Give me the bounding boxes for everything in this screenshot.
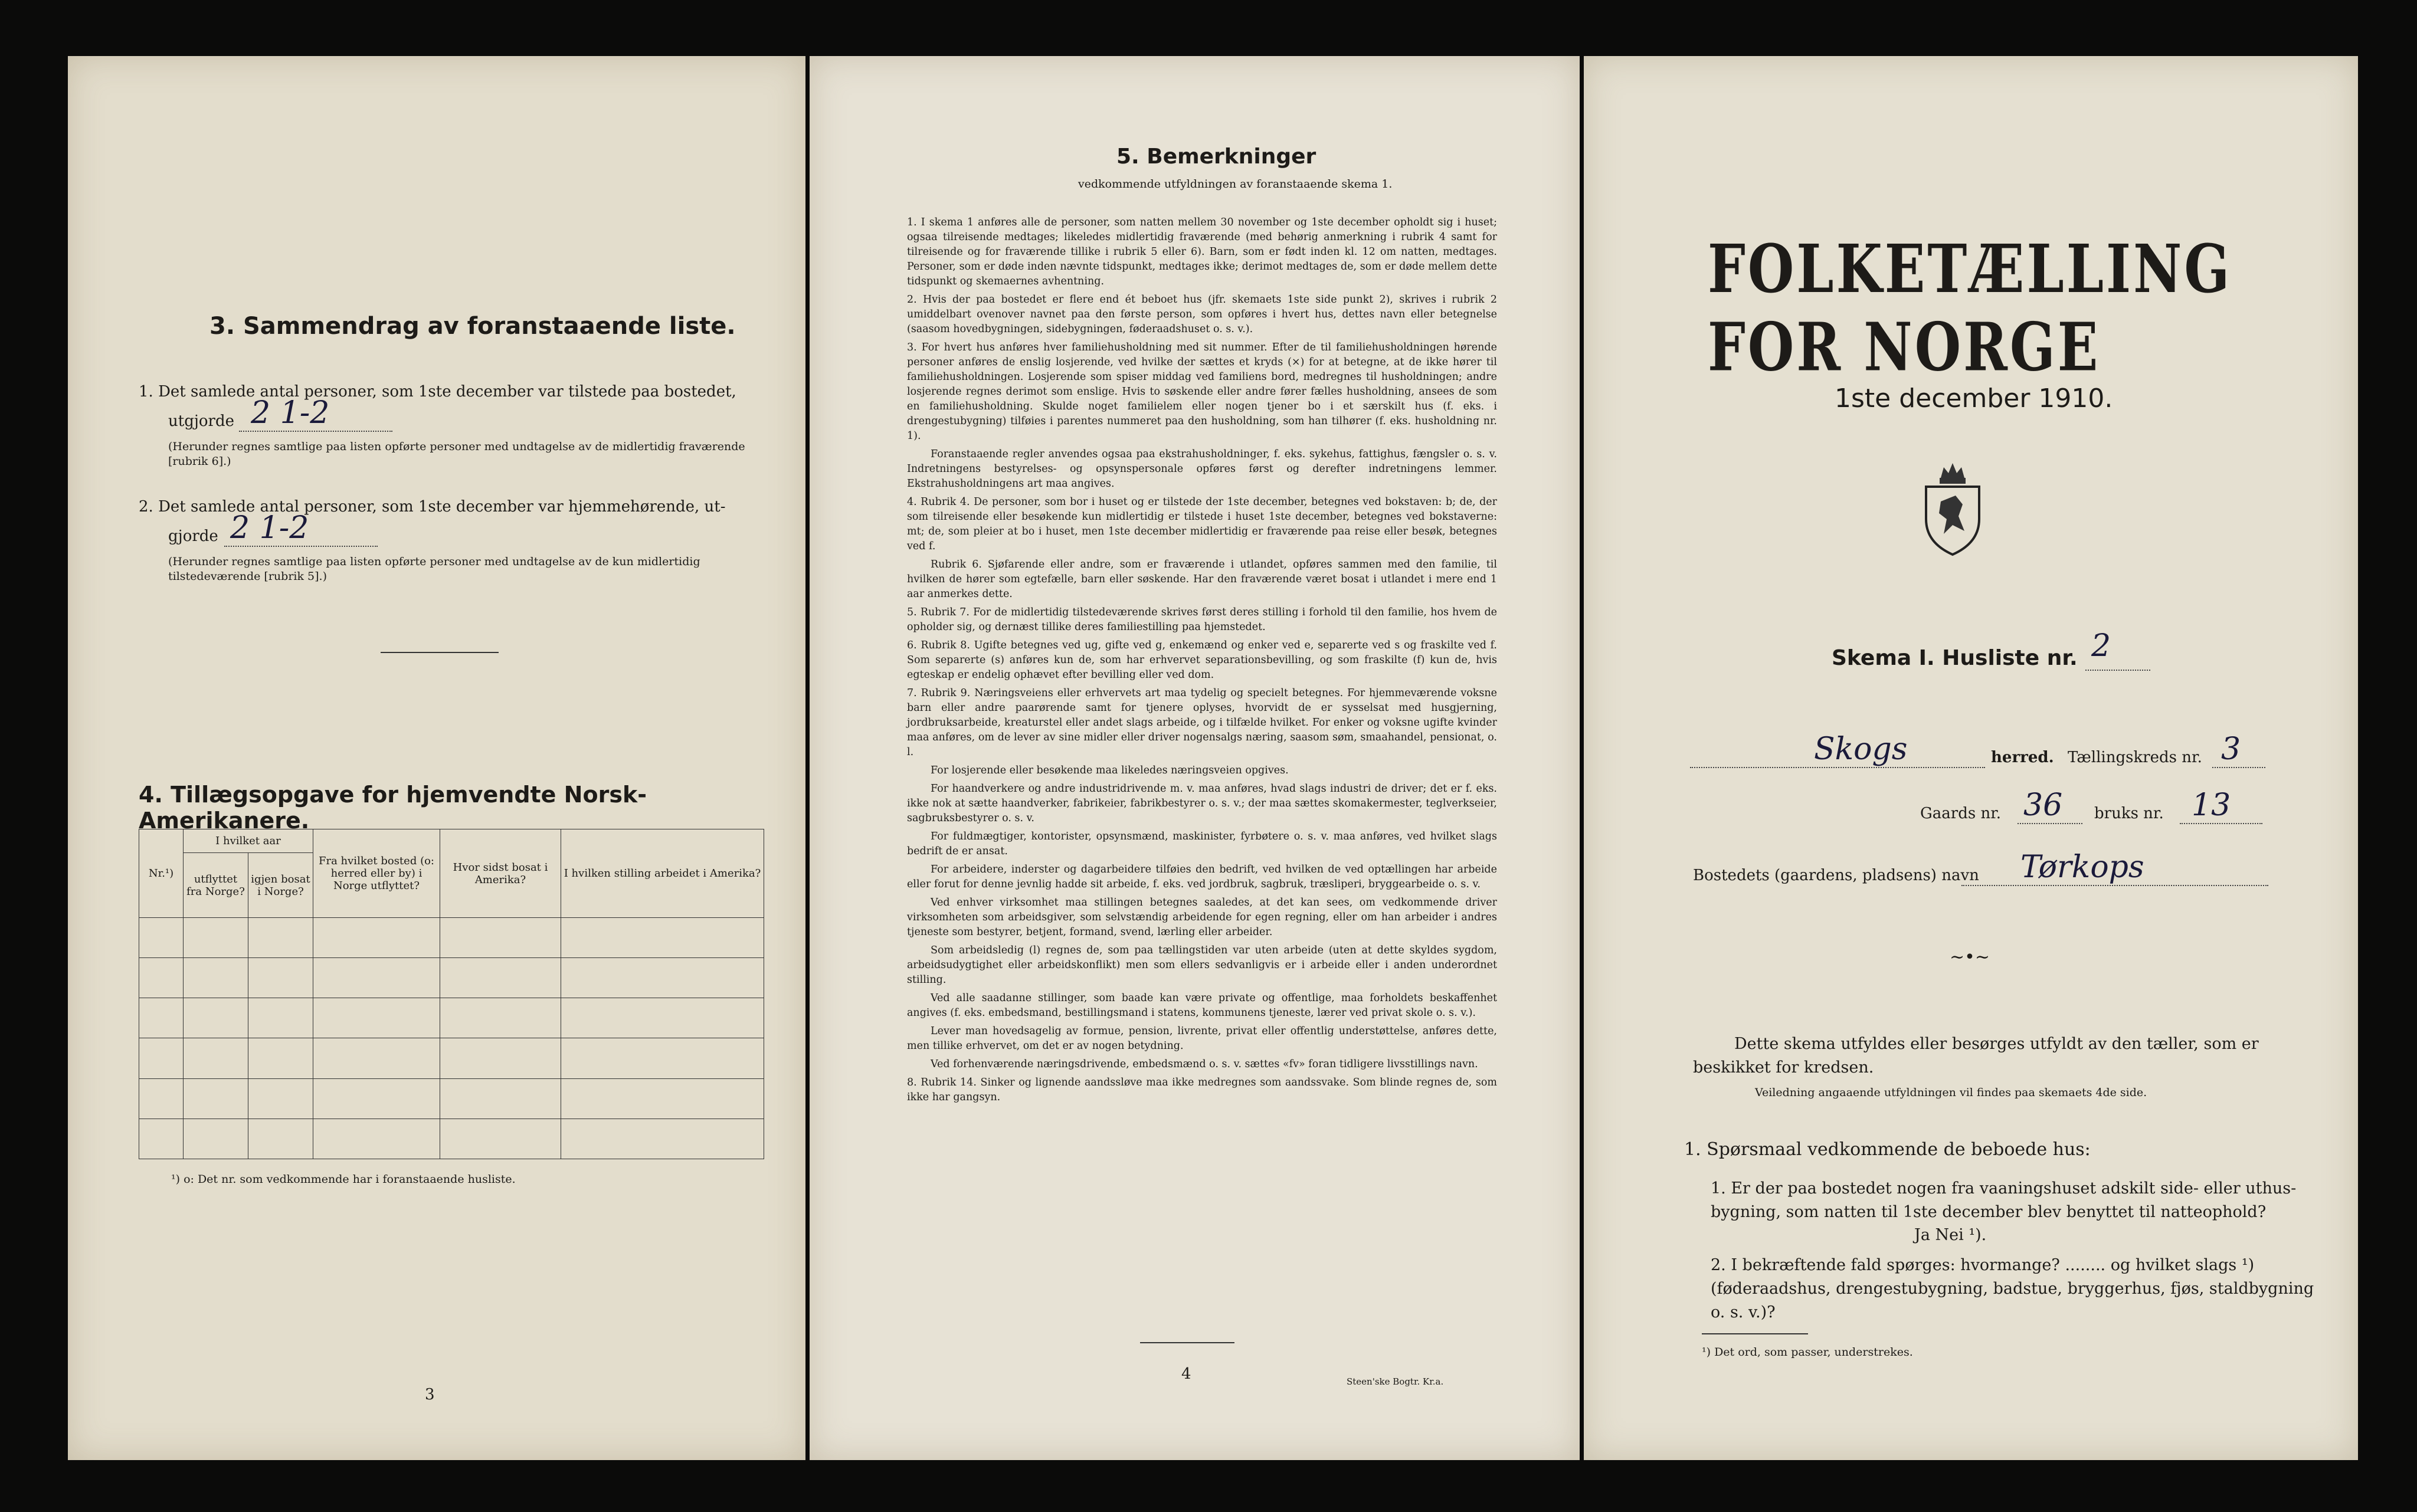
q1-line [239,431,392,432]
remark-item: For haandverkere og andre industridrivende m. v. maa anføres, hvad slags industri de driver; det er f. eks. ikke nok at sætte haandverker, fabrikeier, fabrikbestyrer o. s. v.; der maa sættes skomakermester, teglverkseier, sagbruksbestyrer o. s. v. [907,783,1497,824]
husliste-nr: 2 [2091,628,2111,664]
instruction: Dette skema utfyldes eller besørges utfyldt av den tæller, som er beskikket for kredsen. [1693,1035,2259,1077]
q1-1-answer: Ja Nei ¹). [1914,1226,1987,1244]
q2-value: 2 1-2 [230,510,309,546]
ornament: ∼•∼ [1950,947,1990,967]
herred-line [1690,767,1985,768]
q1-note: (Herunder regnes samtlige paa listen opførte personer med undtagelse av de midlertidig fraværende [rubrik 6].) [168,440,745,468]
divider [1140,1342,1234,1343]
table-row [139,918,764,958]
bruks-value: 13 [2192,788,2231,823]
gaards-label: Gaards nr. [1920,805,2002,822]
page-right [1584,56,2358,1460]
table-row [139,998,764,1038]
remark-item: 1. I skema 1 anføres alle de personer, som natten mellem 30 november og 1ste december opholdt sig i huset; ogsaa tilreisende medtages; likeledes midlertidig fraværende (med behørig anmerkning i rubrik 4 samt for tilreisende og for fraværende tillike i rubrik 5 eller 6). Barn, som er født inden kl. 12 om natten, medtages. Personer, som er døde inden nævnte tidspunkt, medtages ikke; derimot medtages de, som er døde mellem dette tidspunkt og skemaernes avhentning. [907,217,1497,287]
kreds-label: Tællingskreds nr. [2068,749,2202,766]
form-date: 1ste december 1910. [1835,383,2113,414]
header-year-group: I hvilket aar [184,829,313,853]
table-row [139,1119,764,1159]
header-emigrated: utflyttet fra Norge? [184,853,248,918]
remark-item: Ved alle saadanne stillinger, som baade kan være private og offentlige, maa forholdets beskaffenhet angives (f. eks. embedsmand, bestillingsmand i statens, kommunens tjeneste, lærer ved privat skole o. s. v.). [907,992,1497,1019]
remark-item: For fuldmægtiger, kontorister, opsynsmænd, maskinister, fyrbøtere o. s. v. maa anføres, ved hvilket slags bedrift de er ansat. [907,831,1497,857]
bosted-value: Tørkops [2020,850,2144,885]
coat-of-arms-icon [1920,460,1985,557]
header-where-last: Hvor sidst bosat i Amerika? [440,829,561,918]
header-position: I hvilken stilling arbeidet i Amerika? [561,829,764,918]
remarks-title: 5. Bemerkninger [1116,145,1316,169]
q1-2: 2. I bekræftende fald spørges: hvormange? ........ og hvilket slags ¹) (føderaadshus, drengestubygning, badstue, bryggerhus, fjøs, staldbygning o. s. v.)? [1711,1256,2314,1321]
herred-value: Skogs [1814,732,1908,767]
section4-title: 4. Tillægsopgave for hjemvendte Norsk-Amerikanere. [139,782,647,834]
remark-item: 2. Hvis der paa bostedet er flere end ét beboet hus (jfr. skemaets 1ste side punkt 2), skrives i rubrik 2 umiddelbart ovenover navnet paa den første person, som opføres i hvert hus, dettes navn eller betegnelse (saasom hovedbygningen, sidebygningen, føderaadshuset o. s. v.). [907,294,1497,335]
header-from-where: Fra hvilket bosted (o: herred eller by) i Norge utflyttet? [313,829,440,918]
footnote: ¹) Det ord, som passer, understrekes. [1702,1346,1913,1359]
kreds-value: 3 [2221,732,2241,767]
remarks-subtitle: vedkommende utfyldningen av foranstaaende skema 1. [1078,178,1393,191]
q2-text: 2. Det samlede antal personer, som 1ste december var hjemmehørende, ut- [139,498,726,516]
remark-item: 6. Rubrik 8. Ugifte betegnes ved ug, gifte ved g, enkemænd og enker ved e, separerte ved s og fraskilte ved f. Som separerte (s) anføres kun de, som har erhvervet separationsbevilling, og som fraskilte (f) kun de, hvis egteskap er endelig ophævet efter bevilling eller ved dom. [907,639,1497,681]
remark-item: 8. Rubrik 14. Sinker og lignende aandssløve maa ikke medregnes som aandssvake. Som blinde regnes de, som ikke har gangsyn. [907,1077,1497,1103]
page-number: 4 [1181,1365,1191,1383]
bruks-line [2180,823,2262,824]
bruks-label: bruks nr. [2094,805,2164,822]
section3-title: 3. Sammendrag av foranstaaende liste. [209,313,736,340]
q1-label: utgjorde [168,412,235,430]
remark-item: Rubrik 6. Sjøfarende eller andre, som er fraværende i utlandet, opføres sammen med den familie, til hvilken de hører som egtefælle, barn eller søskende. Har den fraværende været bosat i utlandet i mere end 1 aar anmerkes dette. [907,559,1497,600]
q2-line [224,546,378,547]
remarks-list [907,215,1497,1108]
q1-heading: 1. Spørsmaal vedkommende de beboede hus: [1684,1139,2091,1160]
schema-label: Skema I. Husliste nr. [1832,646,2078,670]
divider [1702,1333,1808,1334]
herred-label: herred. [1991,749,2054,766]
remark-item: 4. Rubrik 4. De personer, som bor i huset og er tilstede der 1ste december, betegnes ved bokstaven: b; de, der som tilreisende eller besøkende kun midlertidig er tilstede i huset 1ste december, betegnes ved bokstaverne: mt; de, som pleier at bo i huset, men 1ste december midlertidig er fraværende paa reise eller besøk, betegnes ved f. [907,496,1497,552]
guidance: Veiledning angaaende utfyldningen vil findes paa skemaets 4de side. [1755,1086,2147,1099]
remark-item: 5. Rubrik 7. For de midlertidig tilstedeværende skrives først deres stilling i forhold til den familie, hos hvem de opholder sig, og dernæst tillike deres familiestilling paa hjemstedet. [907,606,1497,633]
header-nr: Nr.¹) [139,829,184,918]
form-title: FOLKETÆLLING FOR NORGE [1708,230,2232,386]
table-row [139,1078,764,1119]
printer-mark: Steen'ske Bogtr. Kr.a. [1347,1376,1444,1387]
husliste-line [2085,670,2150,671]
divider [381,652,499,653]
header-returned: igjen bosat i Norge? [248,853,313,918]
remark-item: Foranstaaende regler anvendes ogsaa paa ekstrahusholdninger, f. eks. sykehus, fattighus, fængsler o. s. v. Indretningens bestyrelses- og opsynspersonale opføres først og derefter indretningens lemmer. Ekstrahusholdningens art maa angives. [907,448,1497,490]
remark-item: Ved enhver virksomhet maa stillingen betegnes saaledes, at det kan sees, om vedkommende driver virksomheten som arbeidsgiver, som selvstændig arbeidende for egen regning, eller om han arbeider i andres tjeneste som bestyrer, betjent, formand, svend, lærling eller arbeider. [907,897,1497,938]
bosted-line [1961,885,2268,886]
q2-label: gjorde [168,527,218,545]
remark-item: Som arbeidsledig (l) regnes de, som paa tællingstiden var uten arbeide (uten at dette skyldes sygdom, arbeidsudygtighet eller arbeidskonflikt) men som ellers sedvanligvis er i arbeide eller i anden underordnet stilling. [907,944,1497,986]
page-number: 3 [425,1386,435,1403]
gaards-value: 36 [2023,788,2063,823]
table-row [139,1038,764,1078]
remark-item: Ved forhenværende næringsdrivende, embedsmænd o. s. v. sættes «fv» foran tidligere livsstillings navn. [931,1058,1478,1070]
table-row [139,958,764,998]
remark-item: 3. For hvert hus anføres hver familiehusholdning med sit nummer. Efter de til familiehusholdningen hørende personer anføres de enslig losjerende, ved hvilke der sættes et kryds (×) for at betegne, at de ikke hører til familiehusholdningen. Losjerende som spiser middag ved familiens bord, medregnes til husholdningen; andre losjerende regnes derimot som enslige. Hvis to søskende eller andre fører fælles husholdning, ansees de som en familiehusholdning. Skulde noget familielem eller nogen tjener bo i et særskilt hus (f. eks. i drengestubygning) tilføies i parentes nummeret paa den husholdning, som han tilhører (f. eks. husholdning nr. 1). [907,342,1497,442]
page-middle [810,56,1580,1460]
page-left [68,56,805,1460]
q1-1: 1. Er der paa bostedet nogen fra vaaningshuset adskilt side- eller uthus-bygning, som natten til 1ste december blev benyttet til natteophold? [1711,1179,2297,1221]
table-footnote: ¹) o: Det nr. som vedkommende har i foranstaaende husliste. [171,1173,516,1186]
bosted-label: Bostedets (gaardens, pladsens) navn [1693,867,1979,884]
q1-value: 2 1-2 [251,395,330,431]
remark-item: For arbeidere, inderster og dagarbeidere tilføies den bedrift, ved hvilken de ved optællingen har arbeide eller forut for denne jevnlig hadde sit arbeide, f. eks. ved jordbruk, sagbruk, træsliperi, bryggearbeide o. s. v. [907,864,1497,890]
norsk-amerikaner-table [139,829,764,1159]
q2-note: (Herunder regnes samtlige paa listen opførte personer med undtagelse av de kun midlertidig tilstedeværende [rubrik 5].) [168,555,700,583]
q1-text: 1. Det samlede antal personer, som 1ste december var tilstede paa bostedet, [139,383,736,401]
remark-item: 7. Rubrik 9. Næringsveiens eller erhvervets art maa tydelig og specielt betegnes. For hjemmeværende voksne barn eller andre paarørende samt for tjenere oplyses, hvorvidt de er sysselsat med husgjerning, jordbruksarbeide, kreaturstel eller andet slags arbeide, og i tilfælde hvilket. For enker og voksne ugifte kvinder maa anføres, om de lever av sine midler eller driver nogensalgs næring, saasom søm, smaahandel, pensionat, o. l. [907,687,1497,758]
remark-item: For losjerende eller besøkende maa likeledes næringsveien opgives. [931,765,1289,776]
gaards-line [2018,823,2082,824]
kreds-line [2212,767,2265,768]
remark-item: Lever man hovedsagelig av formue, pension, livrente, privat eller offentlig understøttelse, anføres dette, men tillike erhvervet, om det er av nogen betydning. [907,1025,1497,1052]
